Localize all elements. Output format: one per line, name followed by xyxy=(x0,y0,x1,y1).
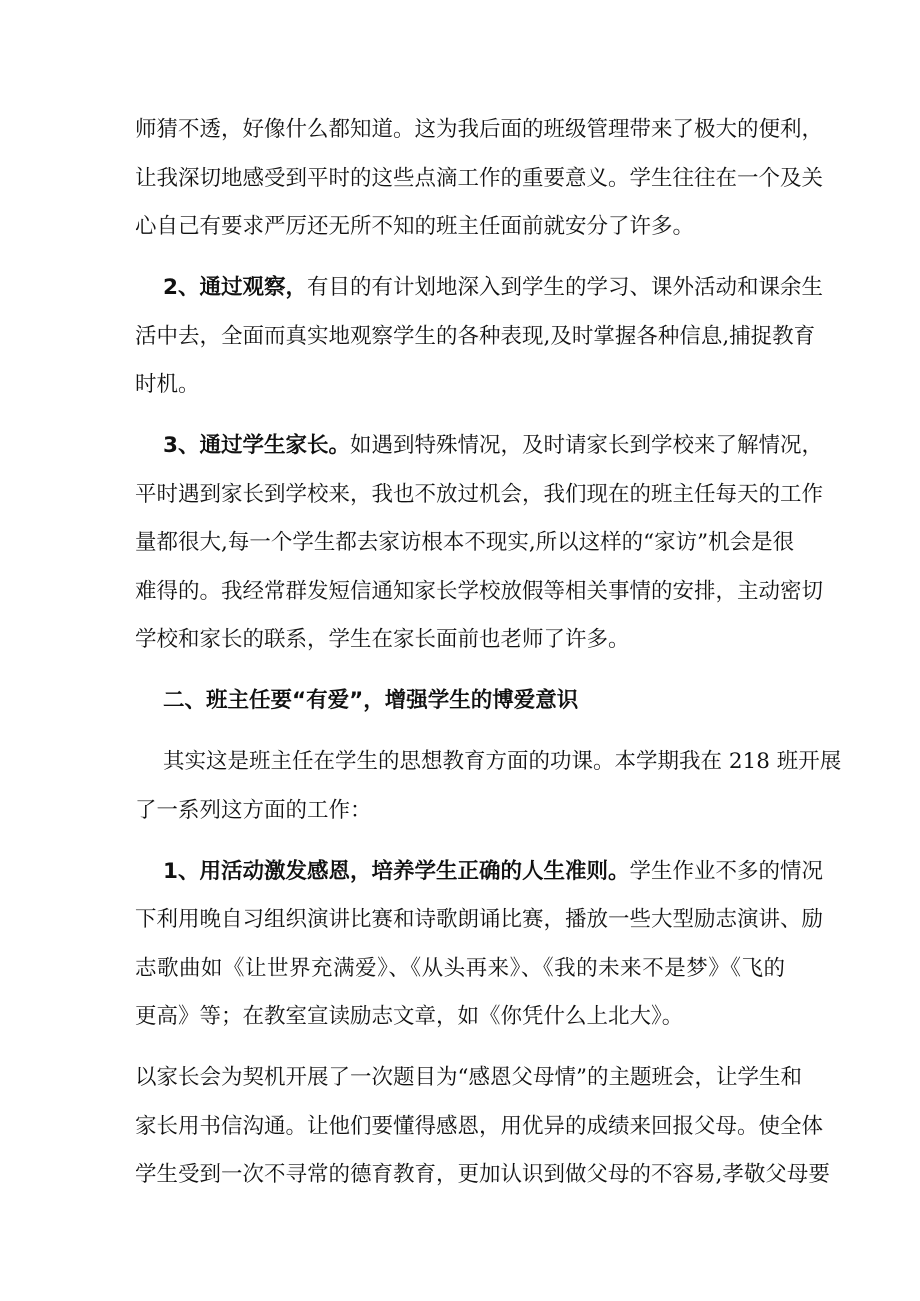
text-run: 学生作业不多的情况 xyxy=(629,858,823,884)
text-line xyxy=(135,264,823,313)
text-line: 学校和家长的联系，学生在家长面前也老师了许多。 xyxy=(135,627,630,652)
text-line: 更高》等；在教室宣读励志文章，如《你凭什么上北大》。 xyxy=(135,1004,684,1029)
text-line: 家长用书信沟通。让他们要懂得感恩，用优异的成绩来回报父母。使全体 xyxy=(135,1113,824,1139)
item-heading: 3、通过学生家长。 xyxy=(163,433,350,458)
text-line: 量都很大,每一个学生都去家访根本不现实,所以这样的“家访”机会是很 xyxy=(135,530,795,555)
text-line: 学生受到一次不寻常的德育教育，更加认识到做父母的不容易,孝敬父母要 xyxy=(135,1162,830,1187)
paragraph-activities xyxy=(135,848,824,1042)
text-line: 以家长会为契机开展了一次题目为“感恩父母情”的主题班会，让学生和 xyxy=(135,1065,802,1090)
text-line: 让我深切地感受到平时的这些点滴工作的重要意义。学生往往在一个及关 xyxy=(135,165,824,191)
text-line: 志歌曲如《让世界充满爱》、《从头再来》、《我的未来不是梦》《飞的 xyxy=(135,955,785,981)
text-line: 难得的。我经常群发短信通知家长学校放假等相关事情的安排，主动密切 xyxy=(135,578,824,604)
text-line: 了一系列这方面的工作： xyxy=(135,797,372,823)
text-line: 活中去，全面而真实地观察学生的各种表现,及时掌握各种信息,捕捉教育 xyxy=(135,323,816,349)
document-page xyxy=(135,106,842,1212)
text-run: 如遇到特殊情况，及时请家长到学校来了解情况， xyxy=(349,433,823,458)
text-line: 时机。 xyxy=(135,372,200,397)
paragraph-observation xyxy=(135,264,823,410)
section-title: 二、班主任要“有爱”，增强学生的博爱意识 xyxy=(163,688,579,713)
text-line: 师猜不透，好像什么都知道。这为我后面的班级管理带来了极大的便利， xyxy=(135,117,824,142)
text-run: 有目的有计划地深入到学生的学习、课外活动和课余生 xyxy=(306,275,823,300)
item-heading: 2、通过观察， xyxy=(163,275,307,300)
text-line: 平时遇到家长到学校来，我也不放过机会，我们现在的班主任每天的工作 xyxy=(135,481,824,507)
paragraph-parents xyxy=(135,422,824,665)
text-line xyxy=(135,422,823,471)
text-line xyxy=(135,848,823,897)
text-line xyxy=(135,677,785,726)
section-heading xyxy=(135,677,785,726)
paragraph-1 xyxy=(135,106,824,252)
paragraph-parent-meeting xyxy=(135,1054,830,1200)
paragraph-intro xyxy=(135,738,842,835)
text-line: 下利用晚自习组织演讲比赛和诗歌朗诵比赛，播放一些大型励志演讲、励 xyxy=(135,907,824,932)
item-heading: 1、用活动激发感恩，培养学生正确的人生准则。 xyxy=(163,858,630,884)
text-line: 其实这是班主任在学生的思想教育方面的功课。本学期我在 218 班开展 xyxy=(163,749,842,774)
text-line: 心自己有要求严厉还无所不知的班主任面前就安分了许多。 xyxy=(135,214,695,239)
